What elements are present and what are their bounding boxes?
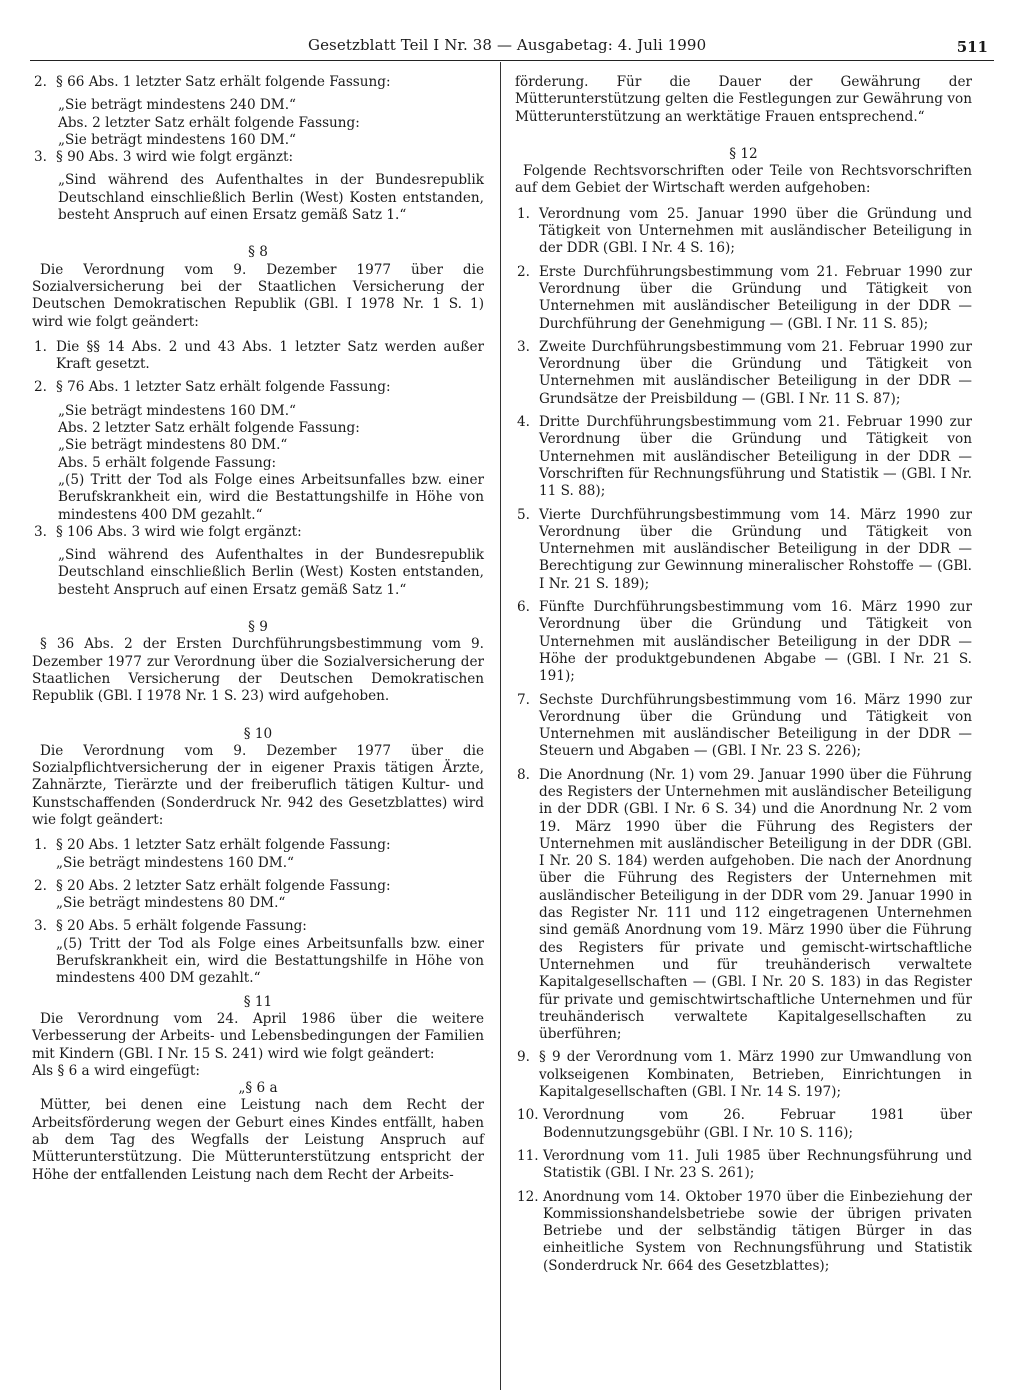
item-text: § 20 Abs. 1 letzter Satz erhält folgende Fassung: (56, 837, 391, 854)
item-number: 1. (517, 205, 530, 222)
paragraph: Die Verordnung vom 9. Dezember 1977 über die Sozialversicherung bei der Staatlichen Versicherung der Deutschen Demokratischen Republik (GBl. I 1978 Nr. 1 S. 1) wird wie folgt geändert: (32, 261, 484, 330)
item-text: § 20 Abs. 2 letzter Satz erhält folgende Fassung: (56, 877, 391, 894)
item-text: § 9 der Verordnung vom 1. März 1990 zur Umwandlung von volkseigenen Kombinaten, Betrieben, Einrichtungen in Kapitalgesellschaften (GBl. I Nr. 14 S. 197); (539, 1049, 972, 1101)
list-item (32, 149, 484, 166)
sub-text: Abs. 2 letzter Satz erhält folgende Fassung: (58, 420, 360, 437)
item-text: § 66 Abs. 1 letzter Satz erhält folgende Fassung: (56, 74, 391, 90)
item-number: 12. (517, 1188, 539, 1205)
quote: „(5) Tritt der Tod als Folge eines Arbeitsunfalles bzw. einer Berufskrankheit ein, wird die Bestattungshilfe in Höhe von mindestens 400 DM gezahlt.“ (58, 471, 484, 523)
list-item (515, 1107, 972, 1142)
header-title: Gesetzblatt Teil I Nr. 38 — Ausgabetag: 4. Juli 1990 (308, 36, 707, 54)
list-item (515, 599, 972, 685)
header-rule (30, 60, 994, 61)
list-item (515, 1049, 972, 1101)
section-heading: § 9 (248, 619, 268, 636)
item-number: 2. (517, 263, 530, 280)
repeal-list (515, 206, 972, 1275)
list-item (515, 206, 972, 258)
list-item (515, 339, 972, 408)
item-text: § 90 Abs. 3 wird wie folgt ergänzt: (56, 149, 294, 166)
quote: „Sind während des Aufenthaltes in der Bundesrepublik Deutschland einschließlich Berlin (West) Kosten entstanden, besteht Anspruch auf einen Ersatz gemäß Satz 1.“ (58, 547, 484, 598)
list-item (515, 767, 972, 1044)
item-number: 8. (517, 766, 530, 783)
list-item (32, 878, 484, 913)
right-column (515, 74, 972, 1281)
section-heading: § 8 (248, 244, 268, 261)
quote: „Sie beträgt mindestens 80 DM.“ (58, 437, 288, 454)
item-text: Fünfte Durchführungsbestimmung vom 16. März 1990 zur Verordnung über die Gründung und Tätigkeit von Unternehmen mit ausländischer Beteiligung in der DDR — Höhe der produktgebundenen Abgabe — (GBl. I Nr. 21 S. 191); (539, 599, 972, 685)
item-text: Zweite Durchführungsbestimmung vom 21. Februar 1990 zur Verordnung über die Gründung und Tätigkeit von Unternehmen mit ausländischer Beteiligung in der DDR — Grundsätze der Preisbildung — (GBl. I Nr. 11 S. 87); (539, 338, 972, 407)
item-number: 10. (517, 1107, 539, 1124)
item-text: Verordnung vom 11. Juli 1985 über Rechnungsführung und Statistik (GBl. I Nr. 23 S. 261); (543, 1147, 972, 1182)
item-text: Dritte Durchführungsbestimmung vom 21. Februar 1990 zur Verordnung über die Gründung und Tätigkeit von Unternehmen mit ausländischer Beteiligung in der DDR — Vorschriften für Rechnungsführung und Statistik — (GBl. I Nr. 11 S. 88); (539, 414, 972, 500)
paragraph: Die Verordnung vom 9. Dezember 1977 über die Sozialpflichtversicherung der in eigener Praxis tätigen Ärzte, Zahnärzte, Tierärzte und der freiberuflich tätigen Kultur- und Kunstschaffenden (Sonderdruck Nr. 942 des Gesetzblattes) wird wie folgt geändert: (32, 742, 484, 828)
item-text: Die §§ 14 Abs. 2 und 43 Abs. 1 letzter Satz werden außer Kraft gesetzt. (56, 338, 484, 373)
list-item (32, 918, 484, 987)
section-heading: § 10 (243, 725, 273, 742)
list-item (32, 524, 484, 541)
item-text: Verordnung vom 26. Februar 1981 über Bodennutzungsgebühr (GBl. I Nr. 10 S. 116); (543, 1107, 972, 1141)
list-item (515, 1189, 972, 1275)
paragraph: § 36 Abs. 2 der Ersten Durchführungsbestimmung vom 9. Dezember 1977 zur Verordnung über die Sozialversicherung der Staatlichen Versicherung der Deutschen Demokratischen Republik (GBl. I 1978 Nr. 1 S. 23) wird aufgehoben. (32, 636, 484, 705)
item-number: 11. (517, 1147, 539, 1164)
item-number: 3. (34, 918, 47, 935)
item-number: 3. (34, 523, 47, 540)
list-item (515, 1148, 972, 1183)
item-number: 9. (517, 1049, 530, 1066)
quote: „Sie beträgt mindestens 160 DM.“ (58, 402, 296, 419)
quote: „(5) Tritt der Tod als Folge eines Arbeitsunfalls bzw. einer Berufskrankheit ein, wird die Bestattungshilfe in Höhe von mindestens 400 DM gezahlt.“ (56, 935, 484, 987)
section-heading: „§ 6 a (238, 1080, 278, 1097)
page-number: 511 (956, 38, 988, 56)
section-heading: § 11 (243, 993, 273, 1010)
list-item (32, 379, 484, 396)
list-item (32, 74, 484, 91)
list-item (32, 837, 484, 872)
paragraph: Folgende Rechtsvorschriften oder Teile von Rechtsvorschriften auf dem Gebiet der Wirtschaft werden aufgehoben: (515, 163, 972, 197)
item-text: § 76 Abs. 1 letzter Satz erhält folgende Fassung: (56, 379, 391, 396)
list-item (32, 339, 484, 374)
item-number: 7. (517, 691, 530, 708)
page-header (30, 36, 994, 60)
item-text: § 20 Abs. 5 erhält folgende Fassung: (56, 918, 307, 935)
sub-text: Abs. 5 erhält folgende Fassung: (58, 454, 277, 471)
quote: „Sie beträgt mindestens 160 DM.“ (56, 854, 294, 871)
quote: „Sie beträgt mindestens 240 DM.“ (58, 97, 296, 114)
item-text: Verordnung vom 25. Januar 1990 über die Gründung und Tätigkeit von Unternehmen mit ausländischer Beteiligung in der DDR (GBl. I Nr. 4 S. 16); (539, 205, 972, 257)
paragraph: Die Verordnung vom 24. April 1986 über die weitere Verbesserung der Arbeits- und Lebensbedingungen der Familien mit Kindern (GBl. I Nr. 15 S. 241) wird wie folgt geändert: (32, 1010, 484, 1062)
paragraph: Mütter, bei denen eine Leistung nach dem Recht der Arbeitsförderung wegen der Geburt eines Kindes entfällt, haben ab dem Tag des Wegfalls der Leistung Anspruch auf Mütterunterstützung. Die Mütterunterstützung entspricht der Höhe der entfallenden Leistung nach dem Recht der Arbeits- (32, 1097, 484, 1183)
item-text: § 106 Abs. 3 wird wie folgt ergänzt: (56, 523, 302, 540)
quote: „Sie beträgt mindestens 160 DM.“ (58, 131, 296, 148)
item-number: 4. (517, 414, 530, 431)
item-number: 2. (34, 877, 47, 894)
left-column (32, 74, 484, 1184)
item-number: 2. (34, 379, 47, 396)
item-text: Anordnung vom 14. Oktober 1970 über die Einbeziehung der Kommissionshandelsbetriebe sowie der übrigen privaten Betriebe und der selbständig tätigen Bürger in das einheitliche System von Rechnungsführung und Statistik (Sonderdruck Nr. 664 des Gesetzblattes); (543, 1188, 972, 1274)
quote: „Sie beträgt mindestens 80 DM.“ (56, 895, 286, 912)
list-item (515, 507, 972, 593)
paragraph: förderung. Für die Dauer der Gewährung der Mütterunterstützung gelten die Festlegungen zur Gewährung von Mütterunterstützung an werktätige Frauen entsprechend.“ (515, 74, 972, 125)
section-heading: § 12 (729, 145, 758, 162)
column-divider (500, 62, 501, 1390)
item-number: 5. (517, 506, 530, 523)
insert-note: Als § 6 a wird eingefügt: (32, 1062, 200, 1079)
list-item (515, 414, 972, 500)
item-text: Sechste Durchführungsbestimmung vom 16. März 1990 zur Verordnung über die Gründung und Tätigkeit von Unternehmen mit ausländischer Beteiligung in der DDR — Steuern und Abgaben — (GBl. I Nr. 23 S. 226); (539, 691, 972, 760)
list-item (515, 264, 972, 333)
item-number: 2. (34, 74, 47, 90)
list-item (515, 692, 972, 761)
item-number: 3. (34, 149, 47, 166)
item-text: Die Anordnung (Nr. 1) vom 29. Januar 1990 über die Führung des Registers der Unternehmen mit ausländischer Beteiligung in der DDR (GBl. I Nr. 6 S. 34) und die Anordnung Nr. 2 vom 19. März 1990 über die Führung des Registers der Unternehmen mit ausländischer Beteiligung in der DDR (GBl. I Nr. 20 S. 184) werden aufgehoben. Die nach der Anordnung über die Führung des Registers der Unternehmen mit ausländischer Beteiligung in der DDR vom 29. Januar 1990 in das Register Nr. 111 und 112 eingetragenen Unternehmen sind gemäß Anordnung vom 19. März 1990 über die Führung des Registers für private und gemischt-wirtschaftliche Unternehmen und für treuhänderisch verwaltete Kapitalgesellschaften — (GBl. I Nr. 20 S. 183) in das Register für private und gemischtwirtschaftliche Unternehmen und für treuhänderisch verwaltete Kapitalgesellschaften zu überführen; (539, 766, 972, 1043)
item-number: 3. (517, 338, 530, 355)
item-number: 1. (34, 837, 47, 854)
sub-text: Abs. 2 letzter Satz erhält folgende Fassung: (58, 114, 360, 131)
item-text: Vierte Durchführungsbestimmung vom 14. März 1990 zur Verordnung über die Gründung und Tätigkeit von Unternehmen mit ausländischer Beteiligung in der DDR — Berechtigung zur Gewinnung mineralischer Rohstoffe — (GBl. I Nr. 21 S. 189); (539, 506, 972, 592)
item-number: 1. (34, 338, 47, 355)
quote: „Sind während des Aufenthaltes in der Bundesrepublik Deutschland einschließlich Berlin (West) Kosten entstanden, besteht Anspruch auf einen Ersatz gemäß Satz 1.“ (58, 172, 484, 224)
item-number: 6. (517, 599, 530, 616)
item-text: Erste Durchführungsbestimmung vom 21. Februar 1990 zur Verordnung über die Gründung und Tätigkeit von Unternehmen mit ausländischer Beteiligung in der DDR — Durchführung der Genehmigung — (GBl. I Nr. 11 S. 85); (539, 263, 972, 332)
